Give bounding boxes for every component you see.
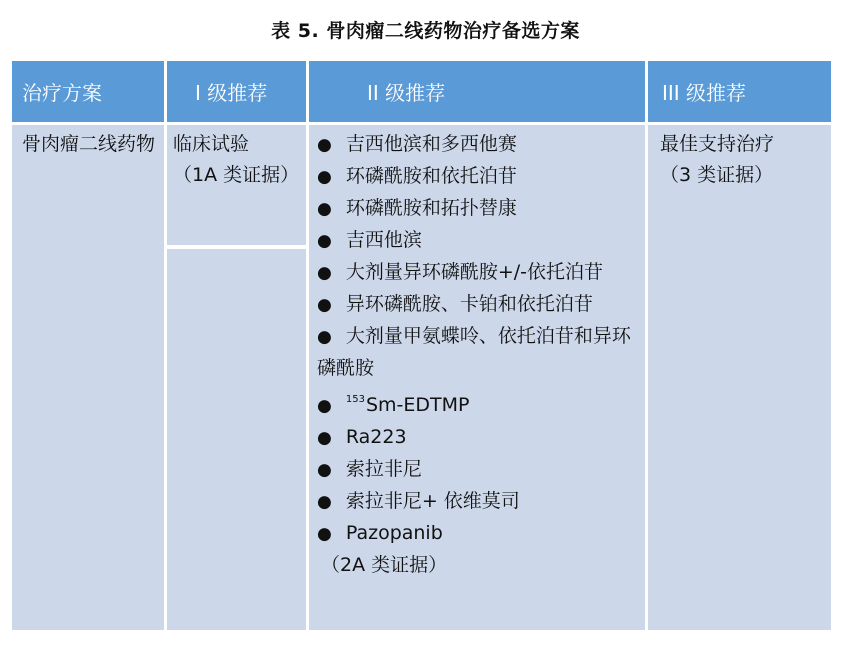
bullet-icon: ● bbox=[317, 199, 332, 219]
cell-level-3 bbox=[648, 125, 831, 630]
drug-list-item bbox=[317, 454, 639, 486]
level-1-evidence: （1A 类证据） bbox=[173, 164, 300, 186]
cell-level-2 bbox=[309, 125, 645, 630]
bullet-icon: ● bbox=[317, 167, 332, 187]
drug-list-item bbox=[317, 384, 639, 422]
drug-list-item bbox=[317, 321, 639, 384]
drug-name: 索拉非尼+ 依维莫司 bbox=[345, 490, 520, 512]
bullet-icon: ● bbox=[317, 231, 332, 251]
table-title: 表 5. 骨肉瘤二线药物治疗备选方案 bbox=[271, 20, 580, 42]
bullet-icon: ● bbox=[317, 396, 332, 416]
header-level-1: I 级推荐 bbox=[167, 61, 306, 122]
bullet-icon: ● bbox=[317, 428, 332, 448]
isotope-superscript: 153 bbox=[345, 394, 365, 405]
cell-treatment: 骨肉瘤二线药物 bbox=[12, 125, 164, 630]
cell-level-1 bbox=[167, 125, 306, 245]
drug-list-item bbox=[317, 193, 639, 225]
drug-list-item bbox=[317, 225, 639, 257]
drug-list-item bbox=[317, 257, 639, 289]
header-treatment: 治疗方案 bbox=[12, 61, 164, 122]
bullet-icon: ● bbox=[317, 295, 332, 315]
level-1-text: 临床试验 bbox=[173, 133, 250, 155]
bullet-icon: ● bbox=[317, 524, 332, 544]
drug-name: 吉西他滨和多西他赛 bbox=[345, 133, 517, 155]
drug-list-item bbox=[317, 129, 639, 161]
drug-name: 索拉非尼 bbox=[345, 458, 422, 480]
drug-name: 大剂量异环磷酰胺+/-依托泊苷 bbox=[345, 261, 604, 283]
drug-list-item bbox=[317, 422, 639, 454]
recommendation-table bbox=[12, 61, 831, 630]
level-2-evidence: （2A 类证据） bbox=[321, 554, 448, 576]
drug-name: 异环磷酰胺、卡铂和依托泊苷 bbox=[345, 293, 593, 315]
drug-list-item bbox=[317, 518, 639, 550]
bullet-icon: ● bbox=[317, 135, 332, 155]
bullet-icon: ● bbox=[317, 327, 332, 347]
drug-name: Pazopanib bbox=[345, 522, 443, 544]
drug-list-item bbox=[317, 486, 639, 518]
drug-name: Ra223 bbox=[345, 426, 407, 448]
drug-list-item bbox=[317, 289, 639, 321]
cell-level-1-empty bbox=[167, 249, 306, 630]
drug-name: 环磷酰胺和拓扑替康 bbox=[345, 197, 517, 219]
bullet-icon: ● bbox=[317, 492, 332, 512]
drug-list-item bbox=[317, 161, 639, 193]
drug-list bbox=[317, 129, 639, 550]
level-3-evidence: （3 类证据） bbox=[660, 164, 774, 186]
drug-name: 大剂量甲氨蝶呤、依托泊苷和异环磷酰胺 bbox=[317, 325, 631, 379]
bullet-icon: ● bbox=[317, 263, 332, 283]
header-level-2: II 级推荐 bbox=[309, 61, 645, 122]
level-3-text: 最佳支持治疗 bbox=[660, 133, 775, 155]
drug-name: 吉西他滨 bbox=[345, 229, 422, 251]
bullet-icon: ● bbox=[317, 460, 332, 480]
header-level-3: III 级推荐 bbox=[648, 61, 831, 122]
drug-name: Sm-EDTMP bbox=[365, 394, 470, 416]
drug-name: 环磷酰胺和依托泊苷 bbox=[345, 165, 517, 187]
